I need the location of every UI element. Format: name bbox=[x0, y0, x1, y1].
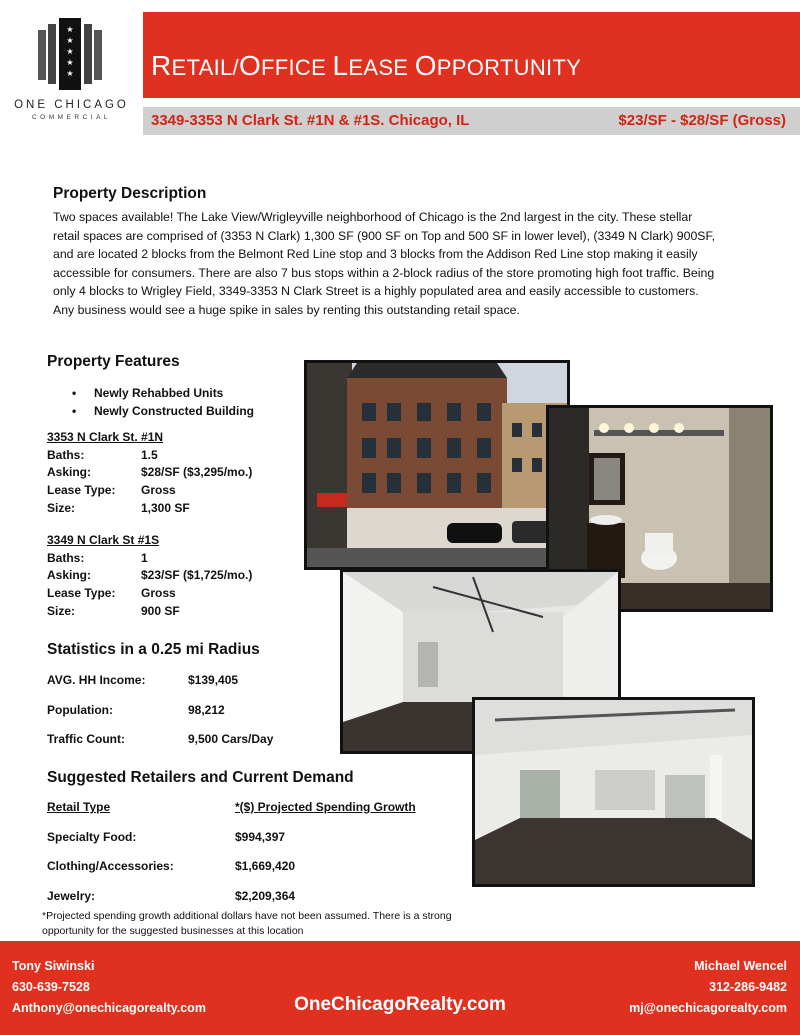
description-heading: Property Description bbox=[53, 185, 207, 202]
spec-row: Asking: $28/SF ($3,295/mo.) bbox=[47, 465, 253, 480]
property-address: 3349-3353 N Clark St. #1N & #1S. Chicago, IL bbox=[151, 112, 470, 129]
spec-row: Size: 1,300 SF bbox=[47, 500, 190, 515]
logo-name: ONE CHICAGO bbox=[14, 99, 129, 111]
company-logo bbox=[0, 0, 143, 135]
contact-right bbox=[629, 956, 787, 1019]
logo-subtitle: COMMERCIAL bbox=[31, 114, 112, 121]
interior-photo-2 bbox=[472, 697, 755, 887]
spec-row: Size: 900 SF bbox=[47, 603, 180, 618]
spec-row: Lease Type: Gross bbox=[47, 586, 176, 601]
svg-text:★: ★ bbox=[66, 69, 74, 78]
unit-1-title: 3353 N Clark St. #1N bbox=[47, 430, 164, 444]
stat-row: AVG. HH Income: $139,405 bbox=[47, 673, 239, 687]
spec-row: Lease Type: Gross bbox=[47, 483, 176, 498]
agent-phone[interactable]: 630-639-7528 bbox=[12, 980, 90, 994]
description-text: Two spaces available! The Lake View/Wrigleyville neighborhood of Chicago is the 2nd largest in the city. These stellar retail spaces are comprised of (3353 N Clark) 1,300 SF (900 SF on Top and 500 SF in lower level), (3349 N Clark) 900SF, and are located 2 blocks from the Belmont Red Line stop and 3 blocks from the Addison Red Line stop making it easily accessible for consumers. There are also 7 bus stops within a 2-block radius of the store promoting high foot traffic. Being only 4 blocks to Wrigley Field, 3349-3353 N Clark Street is a highly populated area and easily accessible to customers. Any business would see a huge spike in sales by renting this outstanding retail space. bbox=[53, 210, 716, 317]
feature-item: • Newly Constructed Building bbox=[72, 402, 254, 420]
agent-email[interactable]: mj@onechicagorealty.com bbox=[629, 1001, 787, 1015]
footnote: *Projected spending growth additional dollars have not been assumed. There is a strong opportunity for the suggested businesses at this location bbox=[42, 910, 452, 937]
unit-2-specs bbox=[47, 532, 252, 621]
price-range: $23/SF - $28/SF (Gross) bbox=[618, 112, 786, 129]
spec-row: Baths: 1.5 bbox=[47, 447, 158, 462]
svg-text:★: ★ bbox=[66, 25, 74, 34]
retail-row: Specialty Food: $994,397 bbox=[47, 829, 286, 844]
spec-row: Baths: 1 bbox=[47, 550, 148, 565]
agent-email[interactable]: Anthony@onechicagorealty.com bbox=[12, 1001, 206, 1015]
agent-name: Michael Wencel bbox=[694, 959, 787, 973]
features-heading: Property Features bbox=[47, 353, 180, 370]
retail-heading: Suggested Retailers and Current Demand bbox=[47, 769, 354, 786]
retail-row: Jewelry: $2,209,364 bbox=[47, 888, 296, 903]
agent-name: Tony Siwinski bbox=[12, 959, 95, 973]
agent-phone[interactable]: 312-286-9482 bbox=[709, 980, 787, 994]
svg-text:★: ★ bbox=[66, 58, 74, 67]
spec-row: Asking: $23/SF ($1,725/mo.) bbox=[47, 568, 253, 583]
address-bar bbox=[143, 107, 800, 135]
unit-1-specs bbox=[47, 429, 252, 518]
retail-header-row bbox=[47, 800, 416, 830]
website-link[interactable]: OneChicagoRealty.com bbox=[294, 994, 506, 1015]
building-exterior-photo bbox=[304, 360, 570, 570]
retail-col-type: Retail Type bbox=[47, 800, 111, 814]
svg-text:★: ★ bbox=[66, 47, 74, 56]
svg-text:★: ★ bbox=[66, 36, 74, 45]
features-list bbox=[72, 384, 254, 420]
retail-col-growth: *($) Projected Spending Growth bbox=[235, 800, 416, 814]
contact-footer bbox=[0, 941, 800, 1035]
page-title: RETAIL/OFFICE LEASE OPPORTUNITY bbox=[151, 50, 582, 81]
building-logo-icon bbox=[38, 18, 102, 90]
stat-row: Traffic Count: 9,500 Cars/Day bbox=[47, 732, 274, 746]
stats-table bbox=[47, 673, 273, 762]
unit-2-title: 3349 N Clark St #1S bbox=[47, 533, 160, 547]
stat-row: Population: 98,212 bbox=[47, 702, 225, 717]
stats-heading: Statistics in a 0.25 mi Radius bbox=[47, 641, 260, 658]
retail-table bbox=[47, 800, 416, 918]
feature-item: • Newly Rehabbed Units bbox=[72, 384, 254, 402]
title-banner bbox=[143, 12, 800, 98]
retail-row: Clothing/Accessories: $1,669,420 bbox=[47, 859, 296, 873]
